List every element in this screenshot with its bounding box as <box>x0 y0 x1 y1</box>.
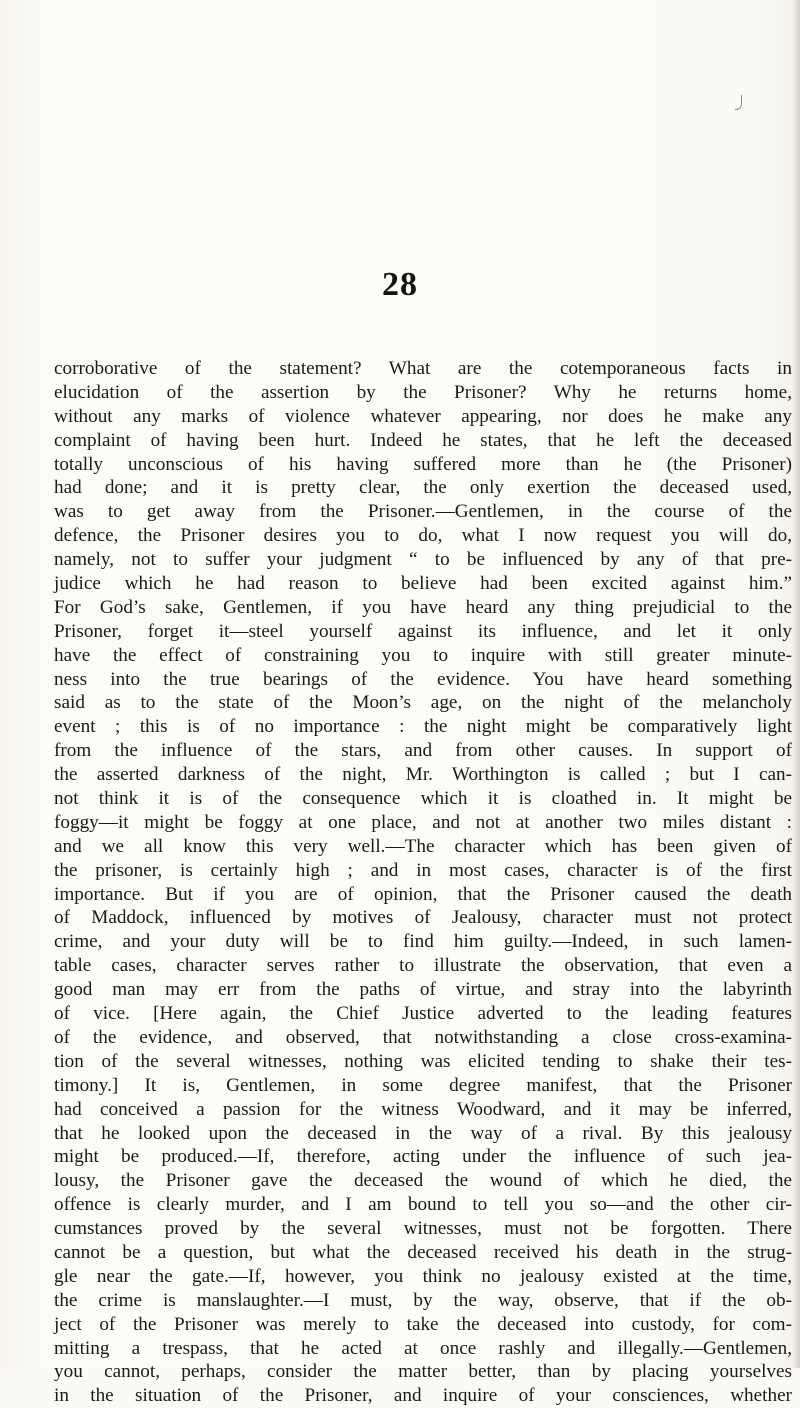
text-line: elucidation of the assertion by the Prisoner? Why he returns home, <box>54 381 792 403</box>
text-line: tion of the several witnesses, nothing was elicited tending to shake their tes- <box>54 1050 792 1072</box>
text-line: ject of the Prisoner was merely to take the deceased into custody, for com- <box>54 1313 792 1335</box>
text-line: of Maddock, influenced by motives of Jealousy, character must not protect <box>54 907 792 929</box>
text-line: you cannot, perhaps, consider the matter better, than by placing yourselves <box>54 1361 792 1383</box>
text-line: of vice. [Here again, the Chief Justice adverted to the leading features <box>54 1003 792 1025</box>
text-line: corroborative of the statement? What are the cotemporaneous facts in <box>54 358 792 379</box>
text-line: in the situation of the Prisoner, and inquire of your consciences, whether <box>54 1385 792 1407</box>
text-line: timony.] It is, Gentlemen, in some degree manifest, that the Prisoner <box>54 1074 792 1096</box>
text-line: from the influence of the stars, and from other causes. In support of <box>54 740 792 762</box>
text-line: mitting a trespass, that he acted at once rashly and illegally.—Gentlemen, <box>54 1337 792 1359</box>
text-line: that he looked upon the deceased in the way of a rival. By this jealousy <box>54 1122 792 1144</box>
text-line: importance. But if you are of opinion, that the Prisoner caused the death <box>54 883 792 905</box>
text-line: might be produced.—If, therefore, acting under the influence of such jea- <box>54 1146 792 1168</box>
page-edge-shadow <box>792 0 800 1368</box>
text-line: without any marks of violence whatever appearing, nor does he make any <box>54 405 792 427</box>
text-line: had done; and it is pretty clear, the only exertion the deceased used, <box>54 477 792 499</box>
text-line: ness into the true bearings of the evidence. You have heard something <box>54 668 792 690</box>
text-line: and we all know this very well.—The character which has been given of <box>54 835 792 857</box>
text-line: namely, not to suffer your judgment “ to be influenced by any of that pre- <box>54 549 792 571</box>
text-line: For God’s sake, Gentlemen, if you have heard any thing prejudicial to the <box>54 596 792 618</box>
page-number: 28 <box>382 266 418 303</box>
text-line: have the effect of constraining you to inquire with still greater minute- <box>54 644 792 666</box>
text-line: offence is clearly murder, and I am bound to tell you so—and the other cir- <box>54 1194 792 1216</box>
text-line: cumstances proved by the several witnesses, must not be forgotten. There <box>54 1218 792 1240</box>
ink-mark <box>735 95 742 110</box>
text-line: the crime is manslaughter.—I must, by the way, observe, that if the ob- <box>54 1289 792 1311</box>
text-line: gle near the gate.—If, however, you think no jealousy existed at the time, <box>54 1265 792 1287</box>
text-line: the asserted darkness of the night, Mr. Worthington is called ; but I can- <box>54 764 792 786</box>
text-line: judice which he had reason to believe had been excited against him.” <box>54 573 792 595</box>
text-line: had conceived a passion for the witness Woodward, and it may be inferred, <box>54 1098 792 1120</box>
text-line: said as to the state of the Moon’s age, on the night of the melancholy <box>54 692 792 714</box>
text-line: defence, the Prisoner desires you to do, what I now request you will do, <box>54 525 792 547</box>
text-line: Prisoner, forget it—steel yourself against its influence, and let it only <box>54 620 792 642</box>
text-line: not think it is of the consequence which it is cloathed in. It might be <box>54 788 792 810</box>
text-line: of the evidence, and observed, that notwithstanding a close cross-examina- <box>54 1026 792 1048</box>
text-line: foggy—it might be foggy at one place, and not at another two miles distant : <box>54 811 792 833</box>
body-text <box>54 357 792 1408</box>
text-line: table cases, character serves rather to illustrate the observation, that even a <box>54 955 792 977</box>
text-line: complaint of having been hurt. Indeed he states, that he left the deceased <box>54 429 792 451</box>
text-line: the prisoner, is certainly high ; and in most cases, character is of the first <box>54 859 792 881</box>
text-line: lousy, the Prisoner gave the deceased the wound of which he died, the <box>54 1170 792 1192</box>
text-line: good man may err from the paths of virtue, and stray into the labyrinth <box>54 979 792 1001</box>
text-line: totally unconscious of his having suffered more than he (the Prisoner) <box>54 453 792 475</box>
text-line: crime, and your duty will be to find him guilty.—Indeed, in such lamen- <box>54 931 792 953</box>
text-line: cannot be a question, but what the deceased received his death in the strug- <box>54 1241 792 1263</box>
text-line: was to get away from the Prisoner.—Gentlemen, in the course of the <box>54 501 792 523</box>
text-line: event ; this is of no importance : the night might be comparatively light <box>54 716 792 738</box>
